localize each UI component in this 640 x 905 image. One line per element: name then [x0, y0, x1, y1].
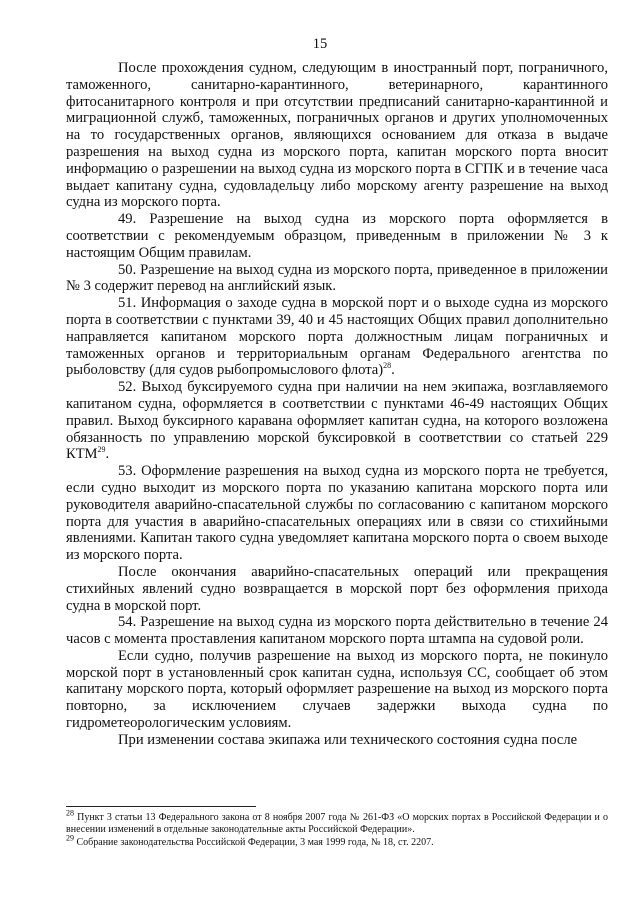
paragraph: Если судно, получив разрешение на выход из морского порта, не покинуло морской порт в установленный срок капитан судна, используя СС, сообщает об этом капитану морского порта, который оформляет разрешение на выход из морского порта повторно, за исключением случаев задержки выхода судна по гидрометеорологическим условиям. — [66, 647, 608, 732]
footnote-ref-29[interactable]: 29 — [97, 445, 106, 455]
paragraph-51: 51. Информация о заходе судна в морской порт и о выходе судна из морского порта в соответствии с пунктами 39, 40 и 45 настоящих Общих правил дополнительно направляется капитаном морского порта должностным лицам пограничных и таможенных органов и территориальным органам Федерального агентства по рыболовству (для судов рыбопромыслового флота)$^{28}$. — [66, 295, 608, 379]
footnote-divider — [66, 806, 256, 807]
paragraph: При изменении состава экипажа или технического состояния судна после — [118, 731, 578, 748]
paragraph-54: 54. Разрешение на выход судна из морского порта действительно в течение 24 часов с момента проставления капитаном морского порта штампа на судовой роли. — [66, 614, 608, 648]
paragraph-49: 49. Разрешение на выход судна из морского порта оформляется в соответствии с рекомендуемым образцом, приведенным в приложении № 3 к настоящим Общим правилам. — [66, 211, 608, 261]
paragraph-50: 50. Разрешение на выход судна из морского порта, приведенное в приложении № 3 содержит перевод на английский язык. — [66, 261, 608, 295]
main-text — [66, 60, 608, 749]
footnotes — [66, 808, 608, 849]
footnote-marker: 29 — [66, 833, 74, 843]
footnote-ref-28[interactable]: 28 — [383, 361, 392, 371]
page-number: 15 — [312, 36, 328, 52]
paragraph-52: 52. Выход буксируемого судна при наличии на нем экипажа, возглавляемого капитаном судна, оформляется в соответствии с пунктами 46-49 настоящих Общих правил. Выход буксирного каравана оформляет капитан судна, на которого возложена обязанность по управлению морской буксировкой в соответствии со статьей 229 КТМ$^{29}$. — [66, 379, 608, 463]
paragraph: После прохождения судном, следующим в иностранный порт, пограничного, таможенного, санитарно-карантинного, ветеринарного, карантинного фитосанитарного контроля и при отсутствии предписаний санитарно-карантинной и миграционной служб, таможенных, пограничных органов и других уполномоченных на то государственных органов, являющихся основанием для отказа в выдаче разрешения на выход судна из морского порта, капитан морского порта вносит информацию о разрешении на выход судна из морского порта в СГПК и в течение часа выдает капитану судна, судовладельцу либо морскому агенту разрешение на выход судна из морского порта. — [66, 60, 608, 211]
paragraph: После окончания аварийно-спасательных операций или прекращения стихийных явлений судно возвращается в морской порт без оформления прихода судна в морской порт. — [66, 563, 608, 614]
footnote-29: $^{29}$ Собрание законодательства Российской Федерации, 3 мая 1999 года, № 18, ст. 2207. — [66, 833, 434, 848]
footnote-28: $^{28}$ Пункт 3 статьи 13 Федерального закона от 8 ноября 2007 года № 261-ФЗ «О морских портах в Российской Федерации и о внесении изменений в отдельные законодательные акты Российской Федерации». — [66, 808, 608, 836]
footnote-marker: 28 — [66, 808, 74, 818]
paragraph-53: 53. Оформление разрешения на выход судна из морского порта не требуется, если судно выходит из морского порта по указанию капитана морского порта или руководителя аварийно-спасательной службы по согласованию с капитаном морского порта для участия в аварийно-спасательных операциях или в связи со стихийными явлениями. Капитан такого судна уведомляет капитана морского порта о своем выходе из морского порта. — [66, 463, 608, 564]
